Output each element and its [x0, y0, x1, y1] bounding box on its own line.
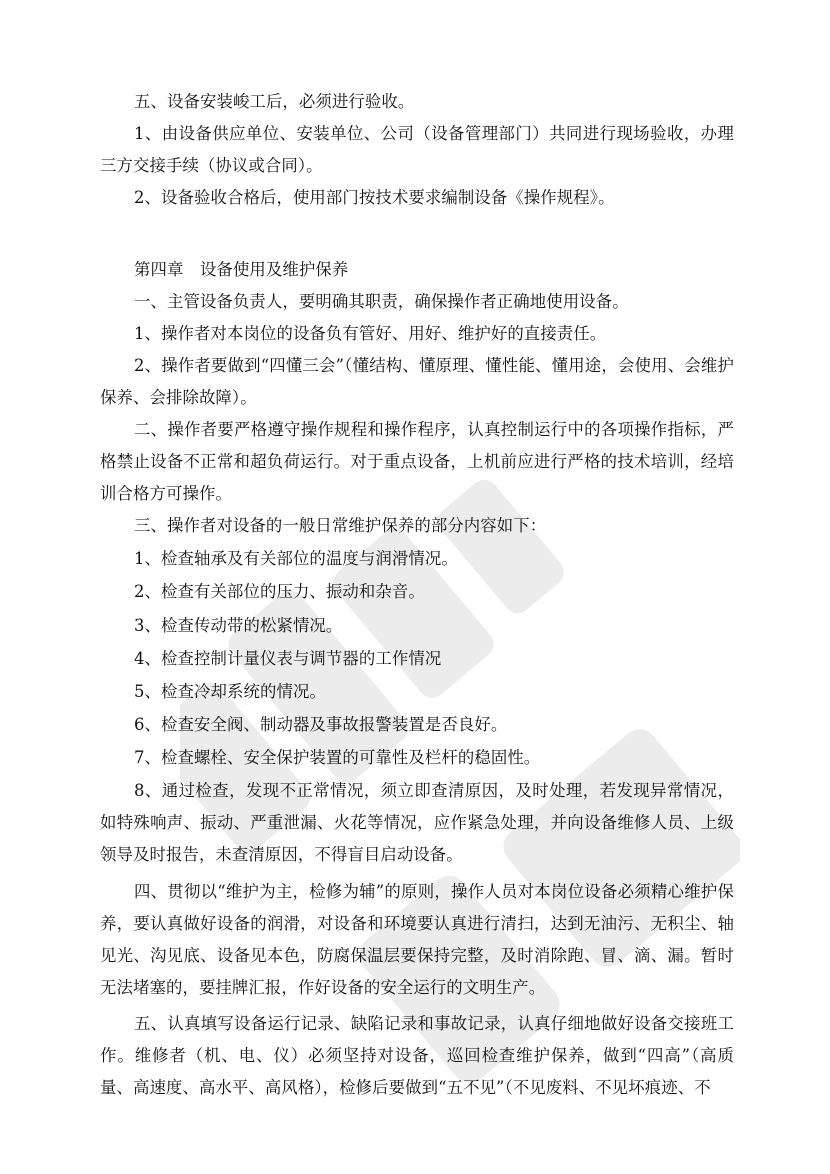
paragraph-ch4-1: 一、主管设备负责人，要明确其职责，确保操作者正确地使用设备。: [134, 292, 629, 311]
paragraph-ch4-1-2: 2、操作者要做到“四懂三会”（懂结构、懂原理、懂性能、懂用途，会使用、会维护保养、会排除故障）。: [100, 356, 734, 407]
paragraph-ch4-4: 四、贯彻以“维护为主，检修为辅”的原则，操作人员对本岗位设备必须精心维护保养，要认真做好设备的润滑，对设备和环境要认真进行清扫，达到无油污、无积尘、轴见光、沟见底、设备见本色，防腐保温层要保持完整，及时消除跑、冒、滴、漏。暂时无法堵塞的，要挂牌汇报，作好设备的安全运行的文明生产。: [100, 882, 734, 997]
list-item-check-5: 5、检查冷却系统的情况。: [134, 682, 326, 701]
list-item-check-7: 7、检查螺栓、安全保护装置的可靠性及栏杆的稳固性。: [134, 748, 541, 767]
paragraph-5-2: 2、设备验收合格后，使用部门按技术要求编制设备《操作规程》。: [134, 188, 615, 207]
paragraph-5-inspection: 五、设备安装峻工后，必须进行验收。: [134, 92, 415, 111]
list-item-check-3: 3、检查传动带的松紧情况。: [134, 616, 343, 635]
paragraph-ch4-2: 二、操作者要严格遵守操作规程和操作程序，认真控制运行中的各项操作指标，严格禁止设备不正常和超负荷运行。对于重点设备，上机前应进行严格的技术培训，经培训合格方可操作。: [100, 420, 734, 503]
list-item-check-8: 8、通过检查，发现不正常情况，须立即查清原因，及时处理，若发现异常情况，如特殊响声、振动、严重泄漏、火花等情况，应作紧急处理，并向设备维修人员、上级领导及时报告，未查清原因，不得盲目启动设备。: [100, 781, 734, 864]
paragraph-ch4-5: 五、认真填写设备运行记录、缺陷记录和事故记录，认真仔细地做好设备交接班工作。维修者（机、电、仪）必须坚持对设备，巡回检查维护保养，做到“四高”（高质量、高速度、高水平、高风格），检修后要做到“五不见”（不见废料、不见坏痕迹、不: [100, 1014, 734, 1097]
paragraph-5-1: 1、由设备供应单位、安装单位、公司（设备管理部门）共同进行现场验收，办理三方交接手续（协议或合同）。: [100, 124, 734, 175]
list-item-check-6: 6、检查安全阀、制动器及事故报警装置是否良好。: [134, 715, 508, 734]
list-item-check-1: 1、检查轴承及有关部位的温度与润滑情况。: [134, 549, 458, 568]
chapter-4-heading: 第四章 设备使用及维护保养: [134, 260, 349, 279]
paragraph-ch4-1-1: 1、操作者对本岗位的设备负有管好、用好、维护好的直接责任。: [134, 324, 607, 343]
paragraph-ch4-3: 三、操作者对设备的一般日常维护保养的部分内容如下：: [134, 516, 547, 535]
list-item-check-4: 4、检查控制计量仪表与调节器的工作情况: [134, 649, 442, 668]
list-item-check-2: 2、检查有关部位的压力、振动和杂音。: [134, 582, 425, 601]
